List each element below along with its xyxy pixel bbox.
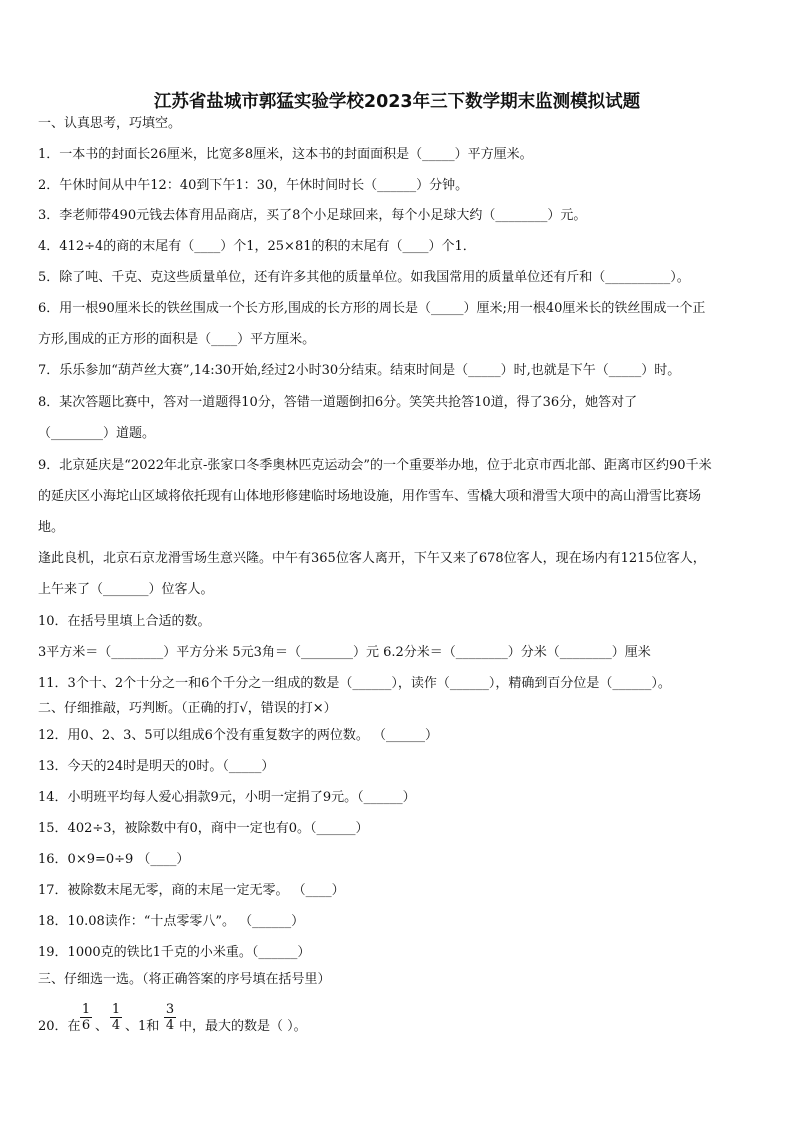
fraction-denominator: 4 <box>111 1018 121 1033</box>
question-line: 2．午休时间从中午12：40到下午1：30，午休时间时长（______）分钟。 <box>38 178 469 193</box>
question-line: 5．除了吨、千克、克这些质量单位，还有许多其他的质量单位。如我国常用的质量单位还有斤和（__________）。 <box>38 270 690 285</box>
fraction-one-sixth <box>80 1002 92 1033</box>
question-line: 方形,围成的正方形的面积是（____）平方厘米。 <box>38 332 316 347</box>
fraction-denominator: 6 <box>81 1018 91 1033</box>
fraction-three-fourths <box>164 1002 176 1033</box>
question-line: 的延庆区小海坨山区域将依托现有山体地形修建临时场地设施，用作雪车、雪橇大项和滑雪大项中的高山滑雪比赛场 <box>38 489 702 504</box>
q20-suffix: 中，最大的数是（ ）。 <box>179 1019 307 1034</box>
question-line: 7．乐乐参加“葫芦丝大赛”,14:30开始,经过2小时30分结束。结束时间是（_____）时,也就是下午（_____）时。 <box>38 363 681 378</box>
question-line: （________）道题。 <box>38 426 156 441</box>
page-title: 江苏省盐城市郭猛实验学校2023年三下数学期末监测模拟试题 <box>153 92 641 112</box>
question-line: 17．被除数末尾无零，商的末尾一定无零。 （____） <box>38 883 345 898</box>
fraction-numerator: 3 <box>165 1002 175 1017</box>
question-line: 15．402÷3，被除数中有0，商中一定也有0。（______） <box>38 821 369 836</box>
section-heading: 一、认真思考，巧填空。 <box>38 116 182 131</box>
question-line: 6．用一根90厘米长的铁丝围成一个长方形,围成的长方形的周长是（_____）厘米;用一根40厘米长的铁丝围成一个正 <box>38 301 706 316</box>
question-line: 上午来了（_______）位客人。 <box>38 582 214 597</box>
question-line: 19．1000克的铁比1千克的小米重。（______） <box>38 945 311 960</box>
q20-separator: 、1和 <box>125 1019 160 1034</box>
q20-separator: 、 <box>95 1019 109 1034</box>
fraction-one-fourth <box>110 1002 122 1033</box>
question-line: 3平方米＝（________）平方分米 5元3角＝（________）元 6.2分米＝（________）分米（________）厘米 <box>38 645 651 660</box>
section-heading: 二、仔细推敲，巧判断。（正确的打√，错误的打×） <box>38 701 337 716</box>
question-line: 3．李老师带490元钱去体育用品商店，买了8个小足球回来，每个小足球大约（________）元。 <box>38 208 587 223</box>
question-line: 11．3个十、2个十分之一和6个千分之一组成的数是（______），读作（______），精确到百分位是（______）。 <box>38 676 671 691</box>
fraction-numerator: 1 <box>111 1002 121 1017</box>
question-line: 地。 <box>38 520 65 535</box>
question-line: 18．10.08读作：“十点零零八”。 （______） <box>38 914 305 929</box>
fraction-numerator: 1 <box>81 1002 91 1017</box>
q20-prefix: 20．在 <box>38 1019 81 1034</box>
fraction-denominator: 4 <box>165 1018 175 1033</box>
section-heading: 三、仔细选一选。（将正确答案的序号填在括号里） <box>38 972 331 987</box>
question-line: 4．412÷4的商的末尾有（____）个1，25×81的积的末尾有（____）个1． <box>38 239 476 254</box>
question-line: 12．用0、2、3、5可以组成6个没有重复数字的两位数。 （______） <box>38 728 439 743</box>
question-line: 9．北京延庆是“2022年北京-张家口冬季奥林匹克运动会”的一个重要举办地，位于北京市西北部、距离市区约90千米 <box>38 458 712 473</box>
question-line: 14．小明班平均每人爱心捐款9元，小明一定捐了9元。（______） <box>38 790 416 805</box>
question-line: 逢此良机，北京石京龙滑雪场生意兴隆。中午有365位客人离开，下午又来了678位客人，现在场内有1215位客人， <box>38 551 706 566</box>
question-line: 1．一本书的封面长26厘米，比宽多8厘米，这本书的封面面积是（_____）平方厘米。 <box>38 147 533 162</box>
question-line: 13．今天的24时是明天的0时。（_____） <box>38 759 275 774</box>
question-line: 10．在括号里填上合适的数。 <box>38 614 211 629</box>
question-line: 16．0×9=0÷9 （____） <box>38 852 190 867</box>
question-line: 8．某次答题比赛中，答对一道题得10分，答错一道题倒扣6分。笑笑共抢答10道，得了36分，她答对了 <box>38 395 638 410</box>
